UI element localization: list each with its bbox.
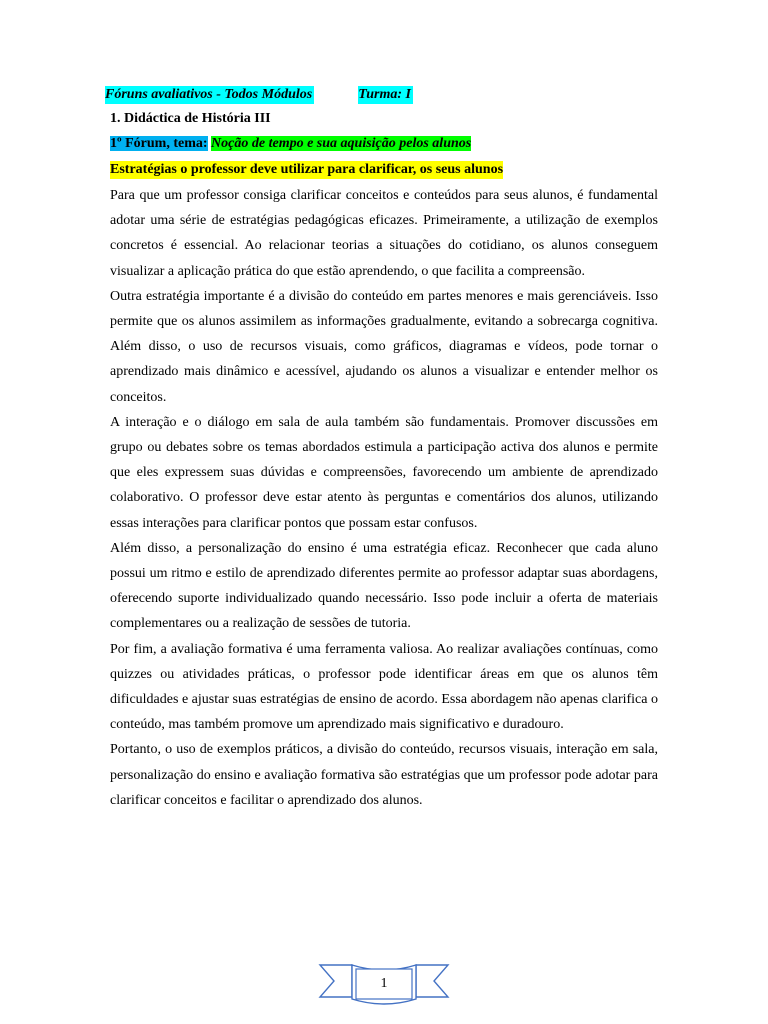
paragraph: Além disso, a personalização do ensino é uma estratégia eficaz. Reconhecer que cada aluno possui um ritmo e estilo de aprendizado diferentes permite ao professor adaptar suas abordagens, oferecendo suporte individualizado quando necessário. Isso pode incluir a oferta de materiais complementares ou a realização de sessões de tutoria. bbox=[110, 540, 658, 632]
header-title: Fóruns avaliativos - Todos Módulos bbox=[105, 87, 313, 102]
strategies-heading: Estratégias o professor deve utilizar para clarificar, os seus alunos bbox=[110, 162, 504, 177]
paragraph: Para que um professor consiga clarificar conceitos e conteúdos para seus alunos, é fundamental adotar uma série de estratégias pedagógicas eficazes. Primeiramente, a utilização de exemplos concretos é essencial. Ao relacionar teorias a situações do cotidiano, os alunos conseguem visualizar a aplicação prática do que estão aprendendo, o que facilita a compreensão. bbox=[110, 188, 658, 279]
paragraph: Outra estratégia importante é a divisão do conteúdo em partes menores e mais gerenciáveis. Isso permite que os alunos assimilem as informações gradualmente, evitando a sobrecarga cognitiva. Além disso, o uso de recursos visuais, como gráficos, diagramas e vídeos, pode tornar o aprendizado mais dinâmico e acessível, ajudando os alunos a visualizar e entender melhor os conceitos. bbox=[110, 288, 658, 405]
forum-label: 1º Fórum, tema: bbox=[110, 136, 208, 151]
header-turma: Turma: I bbox=[358, 87, 411, 102]
page-number: 1 bbox=[380, 976, 388, 991]
paragraph: Por fim, a avaliação formativa é uma ferramenta valiosa. Ao realizar avaliações contínuas, como quizzes ou atividades práticas, o professor pode identificar áreas em que os alunos têm dificuldades e ajustar suas estratégias de ensino de acordo. Essa abordagem não apenas clarifica o conteúdo, mas também promove um aprendizado mais significativo e duradouro. bbox=[110, 641, 658, 733]
forum-line bbox=[110, 135, 471, 153]
document-body bbox=[110, 183, 658, 813]
section-title: 1. Didáctica de História III bbox=[110, 111, 271, 126]
document-header bbox=[105, 86, 553, 104]
paragraph: A interação e o diálogo em sala de aula também são fundamentais. Promover discussões em grupo ou debates sobre os temas abordados estimula a participação activa dos alunos e permite que eles expressem suas dúvidas e compreensões, favorecendo um ambiente de aprendizado colaborativo. O professor deve estar atento às perguntas e comentários dos alunos, utilizando essas interações para clarificar pontos que possam estar confusos. bbox=[110, 414, 658, 531]
page-number-ribbon bbox=[318, 963, 450, 1005]
forum-topic: Noção de tempo e sua aquisição pelos alunos bbox=[211, 136, 472, 151]
paragraph: Portanto, o uso de exemplos práticos, a divisão do conteúdo, recursos visuais, interação em sala, personalização do ensino e avaliação formativa são estratégias que um professor pode adotar para clarificar conceitos e facilitar o aprendizado dos alunos. bbox=[110, 742, 658, 808]
